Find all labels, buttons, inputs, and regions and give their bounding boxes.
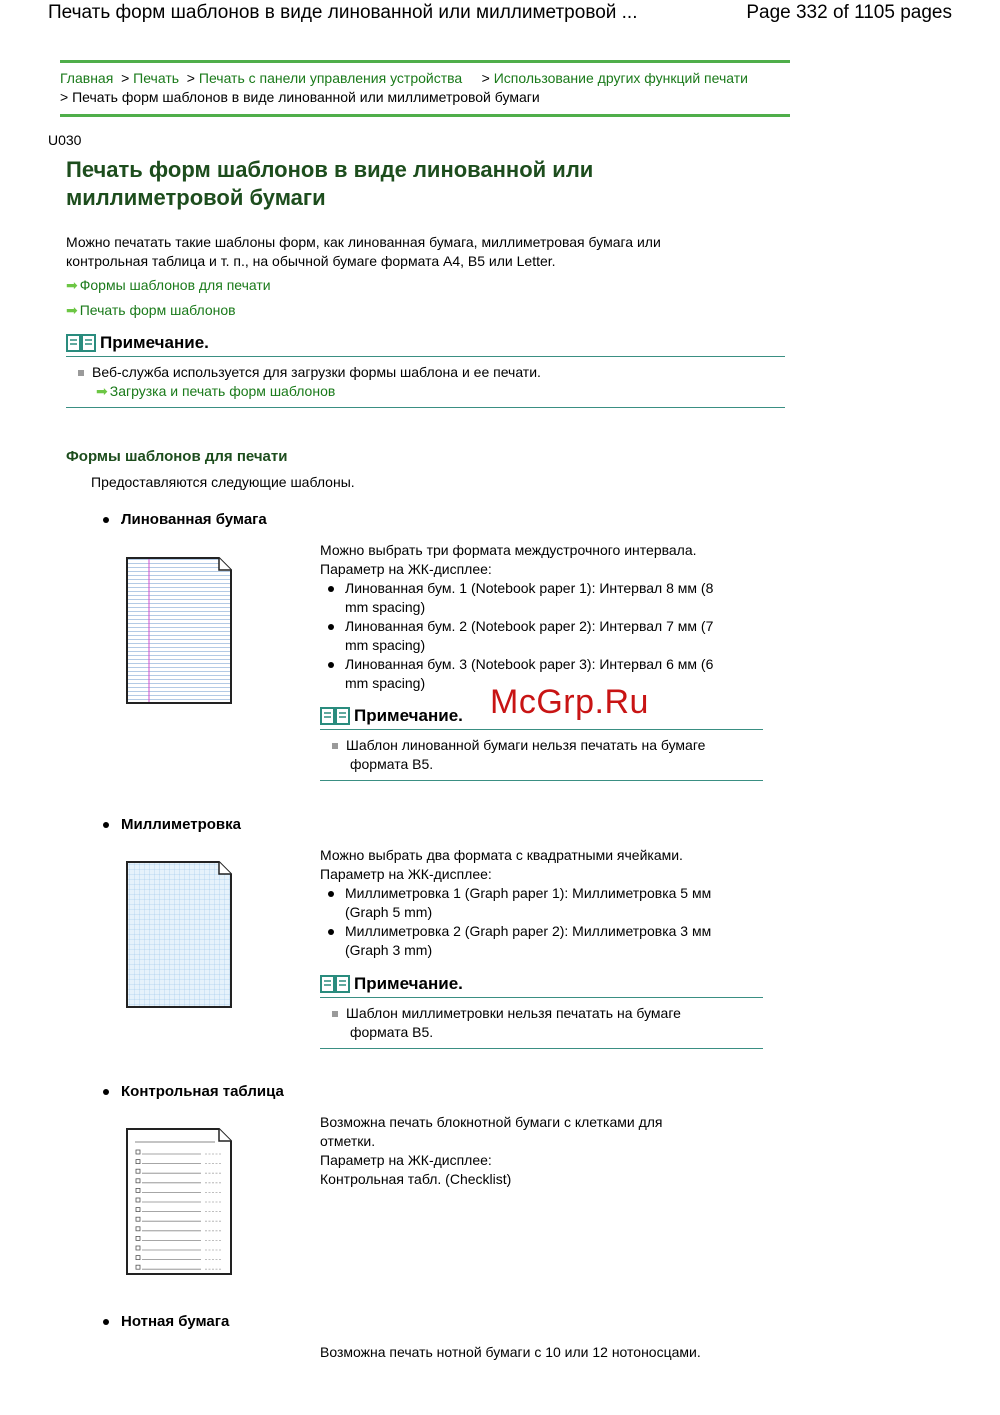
- item-checklist-title: [103, 1083, 284, 1100]
- book-icon: [320, 974, 350, 994]
- intro-line2: контрольная таблица и т. п., на обычной бумаге формата A4, B5 или Letter.: [66, 253, 556, 269]
- graph-option-2-a: Миллиметровка 2 (Graph paper 2): Миллиметровка 3 мм: [345, 923, 712, 939]
- ruled-description: [320, 541, 760, 693]
- breadcrumb-other-functions-link[interactable]: Использование других функций печати: [493, 70, 748, 86]
- graph-paper-thumbnail: [125, 860, 233, 1009]
- graph-option-1-b: (Graph 5 mm): [345, 904, 433, 920]
- square-bullet-icon: [332, 743, 338, 749]
- note-box: [66, 333, 785, 408]
- arrow-right-icon: ➡: [66, 302, 78, 318]
- page-heading-line2: миллиметровой бумаги: [66, 185, 326, 210]
- ruled-desc-line2: Параметр на ЖК-дисплее:: [320, 561, 492, 577]
- bullet-icon: [103, 517, 109, 523]
- book-icon: [66, 333, 96, 353]
- square-bullet-icon: [78, 370, 84, 376]
- section-subtitle: Предоставляются следующие шаблоны.: [91, 474, 355, 490]
- ruled-note-line2: формата B5.: [350, 756, 434, 772]
- breadcrumb-home-link[interactable]: Главная: [60, 70, 114, 86]
- ruled-option-1-a: Линованная бум. 1 (Notebook paper 1): Интервал 8 мм (8: [345, 580, 714, 596]
- link-template-forms[interactable]: [66, 277, 271, 294]
- link-print-forms-label[interactable]: Печать форм шаблонов: [79, 302, 236, 318]
- square-bullet-icon: [332, 1011, 338, 1017]
- page-heading-line1: Печать форм шаблонов в виде линованной или: [66, 157, 594, 182]
- graph-option-2: [320, 922, 760, 960]
- note-heading-text: Примечание.: [354, 706, 463, 725]
- breadcrumb-print-link[interactable]: Печать: [133, 70, 180, 86]
- graph-note-box: [320, 974, 763, 1049]
- graph-desc-line2: Параметр на ЖК-дисплее:: [320, 866, 492, 882]
- ruled-option-3-a: Линованная бум. 3 (Notebook paper 3): Интервал 6 мм (6: [345, 656, 714, 672]
- item-ruled-title-text: Линованная бумага: [121, 511, 267, 528]
- item-music-title-text: Нотная бумага: [121, 1313, 230, 1330]
- ruled-desc-line1: Можно выбрать три формата междустрочного интервала.: [320, 542, 697, 558]
- bullet-icon: [103, 1089, 109, 1095]
- item-music-title: [103, 1313, 229, 1330]
- link-download-forms[interactable]: Загрузка и печать форм шаблонов: [109, 383, 336, 399]
- checklist-thumbnail: [125, 1127, 233, 1276]
- graph-note-body: [320, 998, 763, 1048]
- checklist-desc-line3: Параметр на ЖК-дисплее:: [320, 1152, 492, 1168]
- note-heading: [66, 333, 785, 353]
- graph-option-2-b: (Graph 3 mm): [345, 942, 433, 958]
- doc-code: U030: [48, 132, 82, 148]
- book-icon: [320, 706, 350, 726]
- graph-desc-line1: Можно выбрать два формата с квадратными ячейками.: [320, 847, 683, 863]
- breadcrumb-current: > Печать форм шаблонов в виде линованной или миллиметровой бумаги: [60, 89, 540, 105]
- checklist-desc-line4: Контрольная табл. (Checklist): [320, 1171, 512, 1187]
- document-title: Печать форм шаблонов в виде линованной или миллиметровой ...: [48, 2, 638, 23]
- ruled-option-1: [320, 579, 760, 617]
- arrow-right-icon: ➡: [96, 383, 108, 399]
- page-counter: Page 332 of 1105 pages: [746, 2, 952, 23]
- note-heading-text: Примечание.: [354, 974, 463, 993]
- graph-note-line2: формата B5.: [350, 1024, 434, 1040]
- graph-option-1: [320, 884, 760, 922]
- music-description: Возможна печать нотной бумаги с 10 или 12 нотоносцами.: [320, 1344, 701, 1360]
- checklist-description: [320, 1113, 760, 1189]
- item-graph-title-text: Миллиметровка: [121, 816, 241, 833]
- breadcrumb: Главная > Печать > Печать с панели управления устройства > Использование других функций печати > Печать форм шаблонов в виде линованной или миллиметровой бумаги: [60, 60, 790, 117]
- link-print-forms[interactable]: [66, 302, 236, 319]
- ruled-option-2: [320, 617, 760, 655]
- bullet-icon: [103, 1319, 109, 1325]
- graph-note-line1: Шаблон миллиметровки нельзя печатать на бумаге: [346, 1005, 681, 1021]
- watermark-logo: McGrp.Ru: [490, 683, 649, 721]
- note-heading: [320, 974, 763, 994]
- intro-paragraph: [66, 233, 746, 271]
- section-heading: Формы шаблонов для печати: [66, 448, 288, 465]
- checklist-desc-line1: Возможна печать блокнотной бумаги с клетками для: [320, 1114, 663, 1130]
- ruled-note-line1: Шаблон линованной бумаги нельзя печатать на бумаге: [346, 737, 706, 753]
- ruled-option-3-b: mm spacing): [345, 675, 426, 691]
- graph-option-1-a: Миллиметровка 1 (Graph paper 1): Миллиметровка 5 мм: [345, 885, 712, 901]
- item-checklist-title-text: Контрольная таблица: [121, 1083, 284, 1100]
- note-body: [66, 357, 785, 407]
- link-template-forms-label[interactable]: Формы шаблонов для печати: [79, 277, 271, 293]
- item-graph-title: [103, 816, 241, 833]
- ruled-paper-thumbnail: [125, 556, 233, 705]
- ruled-option-1-b: mm spacing): [345, 599, 426, 615]
- ruled-note-body: [320, 730, 763, 780]
- item-ruled-title: [103, 511, 267, 528]
- bullet-icon: [103, 822, 109, 828]
- page-heading: [66, 156, 766, 212]
- graph-description: [320, 846, 760, 960]
- checklist-desc-line2: отметки.: [320, 1133, 376, 1149]
- intro-line1: Можно печатать такие шаблоны форм, как линованная бумага, миллиметровая бумага или: [66, 234, 661, 250]
- note-text: Веб-служба используется для загрузки формы шаблона и ее печати.: [92, 364, 541, 380]
- breadcrumb-panel-print-link[interactable]: Печать с панели управления устройства: [198, 70, 463, 86]
- ruled-option-2-b: mm spacing): [345, 637, 426, 653]
- note-heading-text: Примечание.: [100, 333, 209, 352]
- arrow-right-icon: ➡: [66, 277, 78, 293]
- ruled-option-2-a: Линованная бум. 2 (Notebook paper 2): Интервал 7 мм (7: [345, 618, 714, 634]
